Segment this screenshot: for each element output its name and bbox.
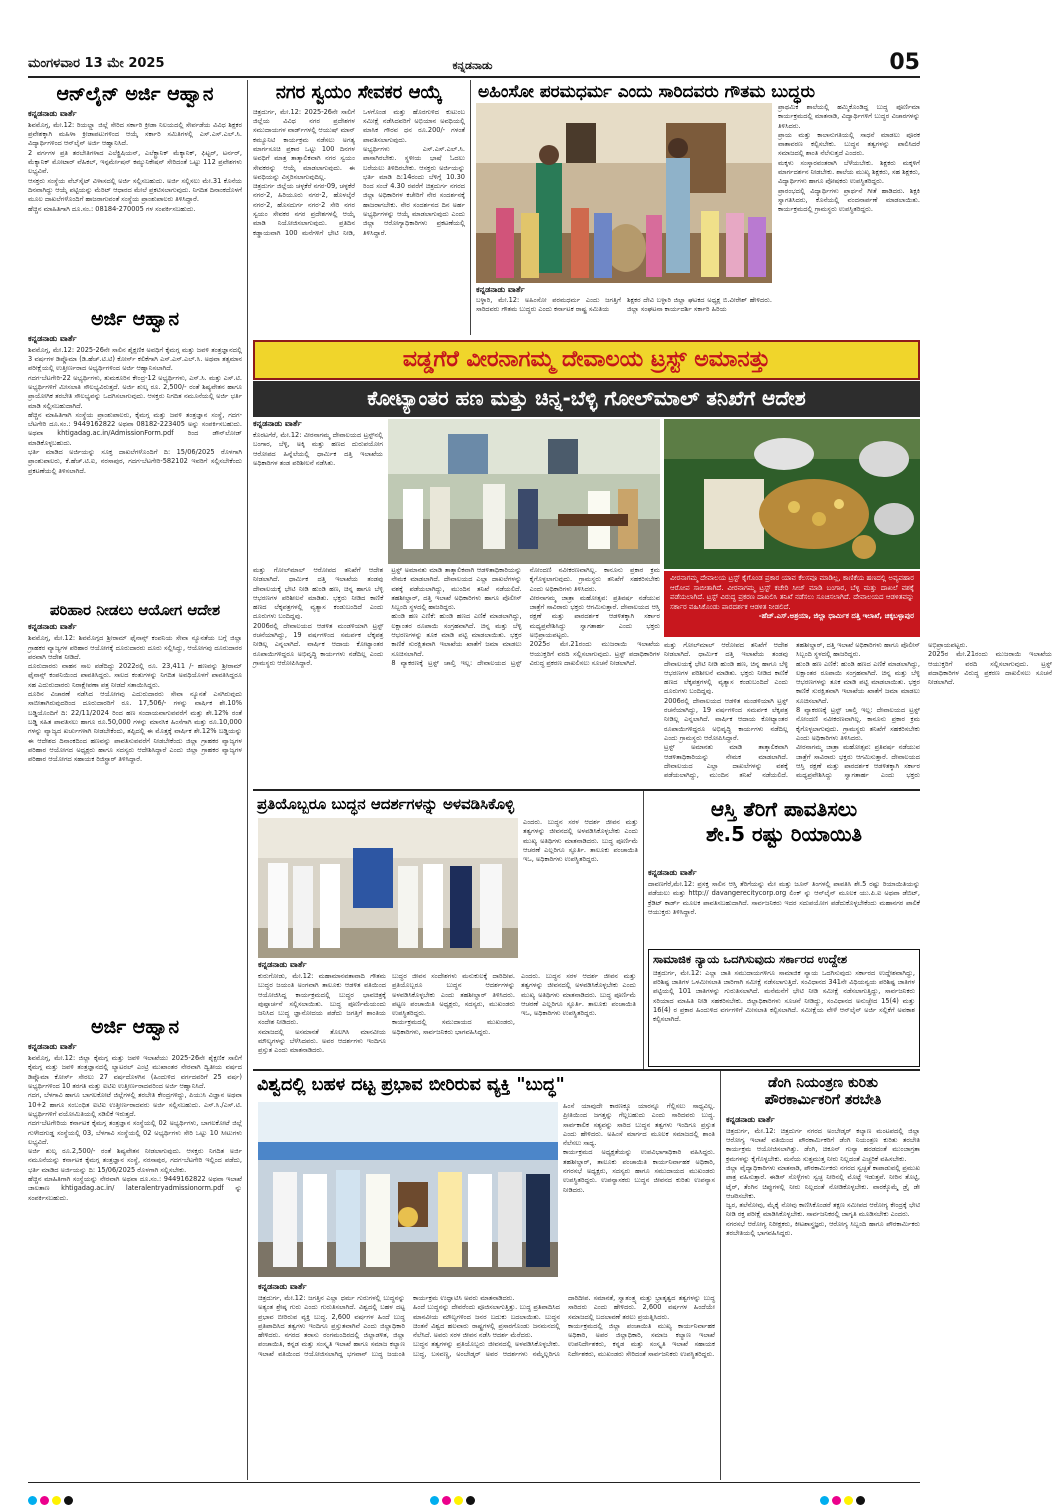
headline-ahimsa: ಅಹಿಂಸೋ ಪರಮಧರ್ಮ ಎಂದು ಸಾರಿದವರು ಗೌತಮ ಬುದ್ಧರು <box>478 82 815 102</box>
magenta-dot <box>832 1496 841 1505</box>
article-body: ದಾವಣಗೆರೆ,ಮೇ.12: ಪ್ರಸಕ್ತ ಸಾಲಿನ ಆಸ್ತಿ ತೆರಿಗೆಯನ್ನು ಮೇ ಮತ್ತು ಜೂನ್ ತಿಂಗಳಲ್ಲಿ ಪಾವತಿಸಿ ಶೇ.5 ರಷ್ಟು ರಿಯಾಯಿತಿಯನ್ನು ಪಡೆಯಲು ಮತ್ತು http:// davangerecitycorp.org ಲಿಂಕ್ ನ್ನು ಆನ್‌ಲೈನ್ ಮೂಲಕ ಯು.ಪಿ.ಐ ಅಥವಾ ಡೆಬಿಟ್, ಕ್ರೆಡಿಟ್ ಕಾರ್ಡ್ ಮೂಲಕ ಪಾವತಿಸಬಹುದಾಗಿದೆ. ಸಾರ್ವಜನಿಕರು ಇದರ ಸದುಪಯೋಗ ಪಡೆದುಕೊಳ್ಳಬೇಕೆಂದು ಮಹಾನಗರ ಪಾಲಿಕೆ ಆಯುಕ್ತರು ತಿಳಿಸಿದ್ದಾರೆ. <box>648 880 923 916</box>
footer-rule <box>28 1482 920 1483</box>
black-dot <box>64 1496 73 1505</box>
article-body: ಹಿಂಸೆ ಯಾವುದೇ ಕಾರಣಕ್ಕೂ ಯಾರನ್ನೂ ಗೆಲ್ಲಿಸಲು ಸಾಧ್ಯವಿಲ್ಲ. ಪ್ರೀತಿಯಿಂದ ಜಗತ್ತನ್ನು ಗೆಲ್ಲಬಹುದು ಎಂದು ಸಾರಿದವರು ಬುದ್ಧ. ಸಾರ್ವಕಾಲಿಕ ಸತ್ಯವನ್ನು ಸಾರಿದ ಬುದ್ಧನ ತತ್ವಗಳು ಇಂದಿಗೂ ಪ್ರಸ್ತುತ ಎಂದು ಹೇಳಿದರು. ಅಹಿಂಸೆ ಮಾರ್ಗದ ಮೂಲಕ ಸಮಾಜದಲ್ಲಿ ಶಾಂತಿ ನೆಲೆಸಲು ಸಾಧ್ಯ. ಕಾರ್ಯಕ್ರಮದ ಅಧ್ಯಕ್ಷತೆಯನ್ನು ಉಪವಿಭಾಗಾಧಿಕಾರಿ ವಹಿಸಿದ್ದರು. ತಹಶೀಲ್ದಾರ್, ತಾಲೂಕು ಪಂಚಾಯಿತಿ ಕಾರ್ಯನಿರ್ವಾಹಕ ಅಧಿಕಾರಿ, ನಗರಸಭೆ ಅಧ್ಯಕ್ಷರು, ಸದಸ್ಯರು ಹಾಗೂ ಸಮುದಾಯದ ಮುಖಂಡರು ಉಪಸ್ಥಿತರಿದ್ದರು. ಉಪನ್ಯಾಸಕರು ಬುದ್ಧನ ಜೀವನದ ಕುರಿತು ಉಪನ್ಯಾಸ ನೀಡಿದರು. <box>563 1102 715 1194</box>
article-body: ಶಿವಮೊಗ್ಗ, ಮೇ.12: ರಿಯಲ್ಲ್ಲಾ ಜಿಲ್ಲೆ ಸೇರಿದ ಸರ್ಕಾರಿ ಕ್ರೀಡಾ ನಿಲಯದಲ್ಲಿ ಸೇರ್ಪಡೆಯ ವಿವಿಧ ಶಿಕ್ಷಕರ ಪ್ರವೇಶಕ್ಕಾಗಿ ಮಹಿಳಾ ಕ್ರೀಡಾಪಟುಗಳಿಂದ ಆಯ್ಕೆ ಸರ್ಕಾರಿ ಸಮಿತಿಗಳಲ್ಲಿ ಎಸ್.ಎಸ್.ಎಲ್.ಸಿ. ವಿದ್ಯಾರ್ಥಿಗಳಿಂದ ಆನ್‌ಲೈನ್ ಅರ್ಜಿ ಆಹ್ವಾನಿಸಿದೆ. 2 ವರ್ಗಗಳ ಪ್ರತಿ ತರಬೇತಿಗಳಾದ ಎಲೆಕ್ಟ್ರಿಷಿಯನ್, ಎಲೆಕ್ಟ್ರಾನಿಕ್ ಮೆಕ್ಯಾನಿಕ್, ಫಿಟ್ಟರ್, ಟರ್ನರ್, ಮೆಕ್ಯಾನಿಕ್ ಮೋಟಾರ್ ವೆಹಿಕಲ್, ಇನ್ಫರ್ಮೇಷನ್ ಕಮ್ಯುನಿಕೇಷನ್ ಸೇರಿದಂತೆ ಒಟ್ಟು 112 ಪ್ರವೇಶಗಳು ಲಭ್ಯವಿವೆ. ಆಸಕ್ತರು ಸಂಸ್ಥೆಯ ವೆಬ್‌ಸೈಟ್ ವಿಳಾಸದಲ್ಲಿ ಅರ್ಜಿ ಸಲ್ಲಿಸಬಹುದು. ಅರ್ಜಿ ಸಲ್ಲಿಸಲು ಮೇ.31 ಕೊನೆಯ ದಿನವಾಗಿದ್ದು ಆಯ್ಕೆ ಪಟ್ಟಿಯನ್ನು ಮೆರಿಟ್ ಆಧಾರದ ಮೇಲೆ ಪ್ರಕಟಿಸಲಾಗುವುದು. ನಿಗದಿತ ದಿನಾಂಕದೊಳಗೆ ಮೂಲ ದಾಖಲೆಗಳೊಂದಿಗೆ ಹಾಜರಾಗುವಂತೆ ಸಂಸ್ಥೆಯ ಪ್ರಾಂಶುಪಾಲರು ತಿಳಿಸಿದ್ದಾರೆ. ಹೆಚ್ಚಿನ ಮಾಹಿತಿಗಾಗಿ ದೂ.ಸಂ.: 08184-270005 ಗಳ ಸಂಪರ್ಕಿಸಬಹುದು. <box>28 120 243 213</box>
article-body: ಶಿವಮೊಗ್ಗ, ಮೇ.12: 2025-26ನೇ ಸಾಲಿನ ಶೈಕ್ಷಣಿಕ ಅವಧಿಗೆ ಕೈಮಗ್ಗ ಮತ್ತು ಜವಳಿ ತಂತ್ರಜ್ಞಾನದಲ್ಲಿ 3 ವರ್ಷಗಳ ಡಿಪ್ಲೊಮಾ (ಡಿ.ಹೆಚ್.ಟಿ.ಟಿ) ಕೋರ್ಸ್ ಕಲಿಕೆಗಾಗಿ ಎಸ್.ಎಸ್.ಎಲ್.ಸಿ. ಅಥವಾ ತತ್ಸಮಾನ ಪರೀಕ್ಷೆಯಲ್ಲಿ ಉತ್ತೀರ್ಣರಾದ ಅಭ್ಯರ್ಥಿಗಳಿಂದ ಅರ್ಜಿ ಆಹ್ವಾನಿಸಲಾಗಿದೆ. ಗದಗ-ಬೆಟಗೇರಿ-22 ಅಭ್ಯರ್ಥಿಗಳು, ತುಮಕೂರಿನ ಕೇಂದ್ರ-12 ಅಭ್ಯರ್ಥಿಗಳು, ಎಸ್.ಸಿ. ಮತ್ತು ಎಸ್.ಟಿ. ಅಭ್ಯರ್ಥಿಗಳಿಗೆ ಮೀಸಲಾತಿ ಸೌಲಭ್ಯವಿರುತ್ತದೆ. ಅರ್ಜಿ ಶುಲ್ಕ ರೂ. 2,500/- ರಂತೆ ಶಿಷ್ಯವೇತನ ಹಾಗೂ ಪ್ರಾಯೋಗಿಕ ತರಬೇತಿ ಸೌಲಭ್ಯವನ್ನು ಒದಗಿಸಲಾಗುವುದು. ಆಸಕ್ತರು ನಿಗದಿತ ನಮೂನೆಯಲ್ಲಿ ಅರ್ಜಿ ಭರ್ತಿ ಮಾಡಿ ಸಲ್ಲಿಸಬಹುದಾಗಿದೆ. ಹೆಚ್ಚಿನ ಮಾಹಿತಿಗಾಗಿ ಸಂಸ್ಥೆಯ ಪ್ರಾಂಶುಪಾಲರು, ಕೈಮಗ್ಗ ಮತ್ತು ಜವಳಿ ತಂತ್ರಜ್ಞಾನ ಸಂಸ್ಥೆ, ಗದಗ-ಬೆಟಗೇರಿ ದೂ.ಸಂ.: 9449162822 ಅಥವಾ 08182-223405 ಅನ್ನು ಸಂಪರ್ಕಿಸಬಹುದು. ಅಥವಾ khtigadag.ac.in/AdmissionForm.pdf ರಿಂದ ಡೌನ್‌ಲೋಡ್ ಮಾಡಿಕೊಳ್ಳಬಹುದು. ಭರ್ತಿ ಮಾಡಿದ ಅರ್ಜಿಯನ್ನು ಸೂಕ್ತ ದಾಖಲೆಗಳೊಂದಿಗೆ ದಿ: 15/06/2025 ರೊಳಗಾಗಿ ಪ್ರಾಂಶುಪಾಲರು, ಕೆ.ಹೆಚ್.ಟಿ.ಐ, ನರಸಾಪುರ, ಗದಗ-ಬೆಟಗೇರಿ-582102 ಇವರಿಗೆ ಸಲ್ಲಿಸಬೇಕೆಂದು ಪ್ರಕಟಣೆಯಲ್ಲಿ ತಿಳಿಸಲಾಗಿದೆ. <box>28 345 242 475</box>
byline: ಕನ್ನಡನಾಡು ವಾರ್ತೆ <box>28 108 77 118</box>
banner-headline-1 <box>253 340 920 380</box>
buddha-influence-lower <box>258 1282 715 1480</box>
school-children-photo <box>476 103 772 283</box>
headline-dengue-1: ಡೆಂಗಿ ನಿಯಂತ್ರಣ ಕುರಿತು <box>767 1075 879 1091</box>
article-body: ಶಿವಮೊಗ್ಗ, ಮೇ.12: ಶಿವಮೊಗ್ಗದ ಶ್ರೀರಾಮ್ ಫೈನಾನ್ಸ್ ಕಂಪನಿಯ ಸೇವಾ ನ್ಯೂನತೆಯ ಬಗ್ಗೆ ಜಿಲ್ಲಾ ಗ್ರಾಹಕರ ವ್ಯಾಜ್ಯಗಳ ಪರಿಹಾರ ಆಯೋಗಕ್ಕೆ ದೂರುದಾರರು ದೂರು ಸಲ್ಲಿಸಿದ್ದು, ಆಯೋಗವು ದೂರುದಾರರ ಪರವಾಗಿ ಆದೇಶ ನೀಡಿದೆ. ದೂರುದಾರರು ವಾಹನ ಸಾಲ ಪಡೆದಿದ್ದು 2022ರಲ್ಲಿ ರೂ. 23,411 /- ಹಣವನ್ನು ಶ್ರೀರಾಮ್ ಫೈನಾನ್ಸ್ ಕಂಪನಿಯಿಂದ ಪಾವತಿಸಿದ್ದರು. ಸಾಲದ ಕಂತುಗಳನ್ನು ನಿಗದಿತ ಅವಧಿಯೊಳಗೆ ಪಾವತಿಸಿದ್ದರೂ ಸಹ ಎದುರುದಾರರು ನಿರಾಕ್ಷೇಪಣಾ ಪತ್ರ ನೀಡದೆ ಸತಾಯಿಸಿದ್ದರು. ದೂರಿನ ವಿಚಾರಣೆ ನಡೆಸಿದ ಆಯೋಗವು ಎದುರುದಾರರು ಸೇವಾ ನ್ಯೂನತೆ ಎಸಗಿರುವುದು ಸಾಬೀತಾಗಿರುವುದರಿಂದ ದೂರುದಾರರಿಗೆ ರೂ. 17,506/- ಗಳನ್ನು ವಾರ್ಷಿಕ ಶೇ.10% ಬಡ್ಡಿಯೊಂದಿಗೆ ದಿ: 22/11/2024 ರಿಂದ ಹಣ ಸಂದಾಯವಾಗುವವರೆಗೆ ಮತ್ತು ಶೇ.12% ರಂತೆ ಬಡ್ಡಿ ಸಹಿತ ಪಾವತಿಸಲು ಹಾಗೂ ರೂ.50,000 ಗಳನ್ನು ಮಾನಸಿಕ ಹಿಂಸೆಗಾಗಿ ಮತ್ತು ರೂ.10,000 ಗಳನ್ನು ವ್ಯಾಜ್ಯದ ಖರ್ಚುಗಳಾಗಿ ನೀಡಬೇಕೆಂದು, ತಪ್ಪಿದಲ್ಲಿ ಈ ಮೊತ್ತಕ್ಕೆ ವಾರ್ಷಿಕ ಶೇ.12% ಬಡ್ಡಿಯನ್ನು ಈ ಆದೇಶದ ದಿನಾಂಕದಿಂದ ಹಣವನ್ನು ಪಾವತಿಸುವವರೆಗೆ ನೀಡಬೇಕೆಂದು ಜಿಲ್ಲಾ ಗ್ರಾಹಕರ ವ್ಯಾಜ್ಯಗಳ ಪರಿಹಾರ ಆಯೋಗದ ಅಧ್ಯಕ್ಷರು ಹಾಗೂ ಸದಸ್ಯರು ಆದೇಶಿಸಿದ್ದಾರೆ ಎಂದು ಜಿಲ್ಲಾ ಗ್ರಾಹಕರ ವ್ಯಾಜ್ಯಗಳ ಪರಿಹಾರ ಆಯೋಗದ ಸಹಾಯಕ ರಿಜಿಸ್ಟ್ರಾರ್ ತಿಳಿಸಿದ್ದಾರೆ. <box>28 634 242 764</box>
article-body: ಎಂದರು. ಬುದ್ಧನ ಸರಳ ಆದರ್ಶ ಜೀವನ ಮತ್ತು ತತ್ವಗಳನ್ನು ಜೀವನದಲ್ಲಿ ಅಳವಡಿಸಿಕೊಳ್ಳಬೇಕು ಎಂದು ಮುಖ್ಯ ಅತಿಥಿಗಳು ಮಾತನಾಡಿದರು. ಬುದ್ಧ ಪೂರ್ಣಿಮೆ ಆಚರಣೆ ಎಲ್ಲರಿಗೂ ಸ್ಫೂರ್ತಿ. ತಾಲೂಕು ಪಂಚಾಯಿತಿ ಇಒ, ಅಧಿಕಾರಿಗಳು ಉಪಸ್ಥಿತರಿದ್ದರು. <box>521 972 639 1018</box>
headline-online-application: ಆನ್‌ಲೈನ್ ಅರ್ಜಿ ಆಹ್ವಾನ <box>56 83 214 105</box>
article-city-volunteers <box>253 80 465 338</box>
article-body: ಬುದ್ಧರ ಜೀವನ ಸಂದೇಶಗಳು ಮನುಕುಲಕ್ಕೆ ದಾರಿದೀಪ. ಪ್ರತಿಯೊಬ್ಬರೂ ಬುದ್ಧನ ಆದರ್ಶಗಳನ್ನು ಅಳವಡಿಸಿಕೊಳ್ಳಬೇಕು ಎಂದು ತಹಶೀಲ್ದಾರ್ ತಿಳಿಸಿದರು. ಪಟ್ಟಣ ಪಂಚಾಯಿತಿ ಅಧ್ಯಕ್ಷರು, ಸದಸ್ಯರು, ಮುಖಂಡರು ಉಪಸ್ಥಿತರಿದ್ದರು. ಕಾರ್ಯಕ್ರಮದಲ್ಲಿ ಸಮುದಾಯದ ಮುಖಂಡರು, ಅಧಿಕಾರಿಗಳು, ಸಾರ್ವಜನಿಕರು ಭಾಗವಹಿಸಿದ್ದರು. <box>392 972 515 1036</box>
buddha-jayanti-photo <box>258 818 518 958</box>
article-body: ಚಿತ್ರದುರ್ಗ, ಮೇ.12: ಎಲ್ಲಾ ಜಾತಿ ಸಮುದಾಯಗಳಿಗೂ ಸಾಮಾಜಿಕ ನ್ಯಾಯ ಒದಗಿಸುವುದು ಸರ್ಕಾರದ ಉದ್ದೇಶವಾಗಿದ್ದು, ಪರಿಶಿಷ್ಟ ಜಾತಿಗಳ ಒಳಮೀಸಲಾತಿ ಜಾರಿಗಾಗಿ ಸಮೀಕ್ಷೆ ನಡೆಸಲಾಗುತ್ತಿದೆ. ಸಂವಿಧಾನದ 341ನೇ ವಿಧಿಯನ್ವಯ ಪರಿಶಿಷ್ಟ ಜಾತಿಗಳ ಪಟ್ಟಿಯಲ್ಲಿ 101 ಜಾತಿಗಳನ್ನು ಗುರುತಿಸಲಾಗಿದೆ. ಮನೆಮನೆಗೆ ಭೇಟಿ ನೀಡಿ ಸಮೀಕ್ಷೆ ನಡೆಸಲಾಗುತ್ತಿದ್ದು, ಸಾರ್ವಜನಿಕರು ಸರಿಯಾದ ಮಾಹಿತಿ ನೀಡಿ ಸಹಕರಿಸಬೇಕು. ಜಿಲ್ಲಾಧಿಕಾರಿಗಳು ಸೂಚನೆ ನೀಡಿದ್ದು, ಸಂವಿಧಾನದ ಅನುಚ್ಛೇದ 15(4) ಮತ್ತು 16(4) ರ ಪ್ರಕಾರ ಹಿಂದುಳಿದ ವರ್ಗಗಳಿಗೆ ಮೀಸಲಾತಿ ಕಲ್ಪಿಸಲಾಗಿದೆ. ಸಮೀಕ್ಷೆಯ ವೇಳೆ ಆನ್‌ಲೈನ್ ಅರ್ಜಿ ಸಲ್ಲಿಕೆಗೆ ಅವಕಾಶ ಕಲ್ಪಿಸಲಾಗಿದೆ. <box>653 968 918 1024</box>
vaddagere-intro <box>253 419 386 561</box>
article-body: ಚಿತ್ರದುರ್ಗ, ಮೇ.12: 2025-26ನೇ ಸಾಲಿಗೆ ಜಿಲ್ಲೆಯ ವಿವಿಧ ನಗರ ಪ್ರದೇಶಗಳ ಸಮುದಾಯಗಳ ವಾರ್ಡ್‌ಗಳಲ್ಲಿ ಆಯುಷ್ ಮಾನ್ ಕಮ್ಯೂನಿಟಿ ಕಾರ್ಯಕ್ರಮ ನಡೆಸಲು ಅಗತ್ಯ ಮಾರ್ಗಸೂಚಿ ಪ್ರಕಾರ ಒಟ್ಟು 100 ದಿನಗಳ ಅವಧಿಗೆ ಮಾತ್ರ ತಾತ್ಕಾಲಿಕವಾಗಿ ನಗರ ಸ್ವಯಂ ಸೇವಕರನ್ನು ಆಯ್ಕೆ ಮಾಡಲಾಗುವುದು. ಈ ಅವಧಿಯನ್ನು ವಿಸ್ತರಿಸಲಾಗುವುದಿಲ್ಲ. ಚಿತ್ರದುರ್ಗ ಜಿಲ್ಲೆಯ ಚಳ್ಳಕೆರೆ ನಗರ-09, ಚಳ್ಳಕೆರೆ ನಗರ-2, ಹಿರಿಯೂರು ನಗರ-2, ಹೊಳಲ್ಕೆರೆ ನಗರ-2, ಹೊಸದುರ್ಗ ನಗರ-2 ಸೇರಿ ನಗರ ಸ್ವಯಂ ಸೇವಕರ ನಗರ ಪ್ರದೇಶಗಳಲ್ಲಿ ಆಯ್ಕೆ ಮಾಡಿ ನಿಯೋಜಿಸಲಾಗುವುದು. ಪ್ರತಿದಿನ ಕಡ್ಡಾಯವಾಗಿ 100 ಮನೆಗಳಿಗೆ ಭೇಟಿ ನೀಡಿ, ಒಳಗೊಂಡ ಮತ್ತು ಹೊರಗುಳಿದ ಕುಟುಂಬ ಸಮೀಕ್ಷೆ ನಡೆಸಿದವರಿಗೆ ಅಭಿಯಾನ ಅವಧಿಯಲ್ಲಿ ಮಾಸಿಕ ಗೌರವ ಧನ ರೂ.200/- ಗಳಂತೆ ಪಾವತಿಸಲಾಗುವುದು. ಅಭ್ಯರ್ಥಿಗಳು ಎಸ್.ಎಸ್.ಎಲ್.ಸಿ. ಪಾಸಾಗಿರಬೇಕು. ಸ್ಥಳೀಯ ಭಾಷೆ ಓದಲು ಬರೆಯಲು ತಿಳಿದಿರಬೇಕು. ಆಸಕ್ತರು ಅರ್ಜಿಯನ್ನು ಭರ್ತಿ ಮಾಡಿ ದಿ:14ರಂದು ಬೆಳಿಗ್ಗೆ 10.30 ರಿಂದ ಸಂಜೆ 4.30 ರವರೆಗೆ ಚಿತ್ರದುರ್ಗ ನಗರದ ಜಿಲ್ಲಾ ಅಧಿಕಾರಿಗಳ ಕಚೇರಿಗೆ ನೇರ ಸಂದರ್ಶನಕ್ಕೆ ಹಾಜರಾಗಬೇಕು. ನೇರ ಸಂದರ್ಶನದ ದಿನ ಅರ್ಹ ಅಭ್ಯರ್ಥಿಗಳನ್ನು ಆಯ್ಕೆ ಮಾಡಲಾಗುವುದು ಎಂದು ಜಿಲ್ಲಾ ಆರೋಗ್ಯಾಧಿಕಾರಿಗಳು ಪ್ರಕಟಣೆಯಲ್ಲಿ ತಿಳಿಸಿದ್ದಾರೆ. <box>253 107 465 237</box>
article-body: ಕೊರಟಗೆರೆ, ಮೇ.12: ವೀರನಾಗಮ್ಮ ದೇವಾಲಯದ ಟ್ರಸ್ಟ್‌ನಲ್ಲಿ ಬಂಗಾರ, ಬೆಳ್ಳಿ, ಅಕ್ಕಿ ಮತ್ತು ಹಣದ ದುರುಪಯೋಗ ಆರೋಪದ ಹಿನ್ನೆಲೆಯಲ್ಲಿ ಧಾರ್ಮಿಕ ದತ್ತಿ ಇಲಾಖೆಯ ಅಧಿಕಾರಿಗಳ ತಂಡ ಪರಿಶೀಲನೆ ನಡೆಸಿತು. <box>253 431 386 467</box>
quote-signature: -ಹೆಚ್.ಎಸ್.ಅಶ್ರಯಾ, ಜಿಲ್ಲಾ ಧಾರ್ಮಿಕ ದತ್ತಿ ಇಲಾಖೆ, ಚಿಕ್ಕಬಳ್ಳಾಪುರ <box>758 612 914 620</box>
headline-property-tax-2: ಶೇ.5 ರಷ್ಟು ರಿಯಾಯಿತಿ <box>705 822 863 846</box>
column-divider <box>470 80 471 335</box>
headline-buddha-influence: ವಿಶ್ವದಲ್ಲಿ ಬಹಳ ದಟ್ಟ ಪ್ರಭಾವ ಬೀರಿರುವ ವ್ಯಕ್ತಿ "ಬುದ್ಧ" <box>257 1075 565 1095</box>
magenta-dot <box>40 1496 49 1505</box>
banner-headline-2 <box>253 381 920 417</box>
byline: ಕನ್ನಡನಾಡು ವಾರ್ತೆ <box>28 622 77 632</box>
banner-headline-2-text: ಕೋಟ್ಯಾಂತರ ಹಣ ಮತ್ತು ಚಿನ್ನ-ಬೆಳ್ಳಿ ಗೋಲ್‌ಮಾಲ್ ತನಿಖೆಗೆ ಆದೇಶ <box>367 386 806 410</box>
cyan-dot <box>430 1496 439 1505</box>
masthead <box>400 59 545 73</box>
article-body: ಚಿತ್ರದುರ್ಗ, ಮೇ.12: ಚಿತ್ರದುರ್ಗ ನಗರದ ಅಂಬೇಡ್ಕರ್ ಕಲ್ಯಾಣ ಮಂಟಪದಲ್ಲಿ ಜಿಲ್ಲಾ ಆರೋಗ್ಯ ಇಲಾಖೆ ವತಿಯಿಂದ ಪೌರಕಾರ್ಮಿಕರಿಗೆ ಡೆಂಗಿ ನಿಯಂತ್ರಣ ಕುರಿತು ತರಬೇತಿ ಕಾರ್ಯಕ್ರಮ ಆಯೋಜಿಸಲಾಗಿತ್ತು. ಡೆಂಗಿ, ಚಿಕೂನ್ ಗುನ್ಯಾ ಹರಡದಂತೆ ಮುಂಜಾಗ್ರತಾ ಕ್ರಮಗಳನ್ನು ಕೈಗೊಳ್ಳಬೇಕು. ಮನೆಯ ಸುತ್ತಮುತ್ತ ನೀರು ನಿಲ್ಲದಂತೆ ಎಚ್ಚರಿಕೆ ವಹಿಸಬೇಕು. ಜಿಲ್ಲಾ ವೈದ್ಯಾಧಿಕಾರಿಗಳು ಮಾತನಾಡಿ, ಪೌರಕಾರ್ಮಿಕರು ನಗರದ ಸ್ವಚ್ಛತೆ ಕಾಪಾಡುವಲ್ಲಿ ಪ್ರಮುಖ ಪಾತ್ರ ವಹಿಸುತ್ತಾರೆ. ಈಡಿಸ್ ಸೊಳ್ಳೆಗಳು ಸ್ವಚ್ಛ ನೀರಿನಲ್ಲಿ ಮೊಟ್ಟೆ ಇಡುತ್ತವೆ. ನೀರಿನ ತೊಟ್ಟಿ, ಟೈರ್, ತೆಂಗಿನ ಚಿಪ್ಪುಗಳಲ್ಲಿ ನೀರು ನಿಲ್ಲದಂತೆ ನೋಡಿಕೊಳ್ಳಬೇಕು. ವಾರಕ್ಕೊಮ್ಮೆ ಡ್ರೈ ಡೇ ಆಚರಿಸಬೇಕು. ಜ್ವರ, ತಲೆನೋವು, ಮೈಕೈ ನೋವು ಕಾಣಿಸಿಕೊಂಡರೆ ತಕ್ಷಣ ಸಮೀಪದ ಆರೋಗ್ಯ ಕೇಂದ್ರಕ್ಕೆ ಭೇಟಿ ನೀಡಿ ರಕ್ತ ಪರೀಕ್ಷೆ ಮಾಡಿಸಿಕೊಳ್ಳಬೇಕು. ಸಾರ್ವಜನಿಕರಲ್ಲಿ ಜಾಗೃತಿ ಮೂಡಿಸಬೇಕು ಎಂದರು. ನಗರಸಭೆ ಆರೋಗ್ಯ ನಿರೀಕ್ಷಕರು, ಕೀಟಶಾಸ್ತ್ರಜ್ಞರು, ಆರೋಗ್ಯ ಸಿಬ್ಬಂದಿ ಹಾಗೂ ಪೌರಕಾರ್ಮಿಕರು ತರಬೇತಿಯಲ್ಲಿ ಭಾಗವಹಿಸಿದ್ದರು. <box>726 1126 920 1238</box>
article-body: ಎಂದರು. ಬುದ್ಧನ ಸರಳ ಆದರ್ಶ ಜೀವನ ಮತ್ತು ತತ್ವಗಳನ್ನು ಜೀವನದಲ್ಲಿ ಅಳವಡಿಸಿಕೊಳ್ಳಬೇಕು ಎಂದು ಮುಖ್ಯ ಅತಿಥಿಗಳು ಮಾತನಾಡಿದರು. ಬುದ್ಧ ಪೂರ್ಣಿಮೆ ಆಚರಣೆ ಎಲ್ಲರಿಗೂ ಸ್ಫೂರ್ತಿ. ತಾಲೂಕು ಪಂಚಾಯಿತಿ ಇಒ, ಅಧಿಕಾರಿಗಳು ಉಪಸ್ಥಿತರಿದ್ದರು. <box>523 818 641 864</box>
black-dot <box>466 1496 475 1505</box>
magenta-dot <box>442 1496 451 1505</box>
headline-social-justice: ಸಾಮಾಜಿಕ ನ್ಯಾಯ ಒದಗಿಸುವುದು ಸರ್ಕಾರದ ಉದ್ದೇಶ <box>653 952 848 966</box>
yellow-dot <box>454 1496 463 1505</box>
byline: ಕನ್ನಡನಾಡು ವಾರ್ತೆ <box>476 285 525 294</box>
officials-meeting-photo <box>388 419 660 564</box>
headline-property-tax-1: ಆಸ್ತಿ ತೆರಿಗೆ ಪಾವತಿಸಲು <box>710 797 858 821</box>
article-dengue-training <box>726 1072 920 1480</box>
left-column <box>28 80 242 1480</box>
headline-compensation-order: ಪರಿಹಾರ ನೀಡಲು ಆಯೋಗ ಆದೇಶ <box>49 600 221 619</box>
yellow-dot <box>52 1496 61 1505</box>
headline-application-2: ಅರ್ಜಿ ಆಹ್ವಾನ <box>90 307 180 330</box>
banner-headline-1-text: ವಡ್ಡಗೆರೆ ವೀರನಾಗಮ್ಮ ದೇವಾಲಯ ಟ್ರಸ್ಟ್ ಅಮಾನತ್ತು <box>402 347 771 372</box>
buddha-event-stage-photo <box>258 1102 558 1277</box>
page-number: 05 <box>889 50 920 75</box>
section-rule <box>253 789 920 791</box>
headline-buddha-ideals: ಪ್ರತಿಯೊಬ್ಬರೂ ಬುದ್ಧನ ಆದರ್ಶಗಳನ್ನು ಅಳವಡಿಸಿಕೊಳ್ಳಿ <box>257 795 515 813</box>
quote-box <box>664 571 920 637</box>
photo-school-children <box>476 103 772 283</box>
cyan-dot <box>28 1496 37 1505</box>
article-social-justice <box>648 949 920 1067</box>
byline: ಕನ್ನಡನಾಡು ವಾರ್ತೆ <box>28 333 77 343</box>
color-registration-right <box>820 1490 940 1502</box>
masthead-text: ಕನ್ನಡನಾಡು <box>452 59 493 72</box>
header-rule <box>28 76 920 78</box>
article-body: ಬಳ್ಳಾರಿ, ಮೇ.12: ಅಹಿಂಸೋ ಪರಮಧರ್ಮ ಎಂದು ಜಗತ್ತಿಗೆ ಸಾರಿದವರು ಗೌತಮ ಬುದ್ಧರು ಎಂದು ಕರ್ನಾಟಕ ರಾಷ್ಟ್ರ ಸಮಿತಿಯ <box>476 296 624 314</box>
article-body: ಚಿತ್ರದುರ್ಗ, ಮೇ.12: ಜಗತ್ತಿನ ಎಲ್ಲಾ ಧರ್ಮ ಗುರುಗಳಲ್ಲಿ ಬುದ್ಧನನ್ನು ಅತ್ಯಂತ ಶ್ರೇಷ್ಠ ಗುರು ಎಂದು ಗುರುತಿಸಲಾಗಿದೆ. ವಿಶ್ವದಲ್ಲಿ ಬಹಳ ದಟ್ಟ ಪ್ರಭಾವ ಬೀರಿರುವ ವ್ಯಕ್ತಿ ಬುದ್ಧ. 2,600 ವರ್ಷಗಳ ಹಿಂದೆ ಬುದ್ಧ ಪ್ರತಿಪಾದಿಸಿದ ತತ್ವಗಳು ಇಂದಿಗೂ ಪ್ರಸ್ತುತವಾಗಿವೆ ಎಂದು ಜಿಲ್ಲಾಧಿಕಾರಿ ಹೇಳಿದರು. ನಗರದ ತರಾಸು ರಂಗಮಂದಿರದಲ್ಲಿ ಜಿಲ್ಲಾಡಳಿತ, ಜಿಲ್ಲಾ ಪಂಚಾಯಿತಿ, ಕನ್ನಡ ಮತ್ತು ಸಂಸ್ಕೃತಿ ಇಲಾಖೆ ಹಾಗೂ ಸಮಾಜ ಕಲ್ಯಾಣ ಇಲಾಖೆ ವತಿಯಿಂದ ಆಯೋಜಿಸಲಾಗಿದ್ದ ಭಗವಾನ್ ಬುದ್ಧ ಜಯಂತಿ ಕಾರ್ಯಕ್ರಮ ಉದ್ಘಾಟಿಸಿ ಅವರು ಮಾತನಾಡಿದರು. ಹಿಂದೆ ಬುದ್ಧನನ್ನು ದೇವರೆಂದು ಪೂಜಿಸಲಾಗುತ್ತಿತ್ತು. ಬುದ್ಧ ಪ್ರತಿಪಾದಿಸಿದ ಮಾನವೀಯ ಮೌಲ್ಯಗಳಿಂದ ಜನರ ಬದುಕು ಬದಲಾಯಿತು. ಬುದ್ಧನ ಚಿಂತನೆ ವಿಶ್ವದ ಹಲವಾರು ರಾಷ್ಟ್ರಗಳಲ್ಲಿ ಪ್ರಸಾರಗೊಂಡು ಜನಮನದಲ್ಲಿ ನೆಲೆಸಿದೆ. ಅವರು ಸರಳ ಜೀವನ ನಡೆಸಿ ಆದರ್ಶ ಮೆರೆದರು. ಬುದ್ಧನ ತತ್ವಗಳನ್ನು ಪ್ರತಿಯೊಬ್ಬರು ಜೀವನದಲ್ಲಿ ಅಳವಡಿಸಿಕೊಳ್ಳಬೇಕು. ಬುದ್ಧ, ಬಸವಣ್ಣ, ಅಂಬೇಡ್ಕರ್ ಅವರ ಆದರ್ಶಗಳು ನಮ್ಮೆಲ್ಲರಿಗೂ ದಾರಿದೀಪ. ಸಮಾನತೆ, ಸ್ವಾತಂತ್ರ್ಯ ಮತ್ತು ಭ್ರಾತೃತ್ವದ ತತ್ವಗಳನ್ನು ಬುದ್ಧ ಸಾರಿದರು ಎಂದು ಹೇಳಿದರು. 2,600 ವರ್ಷಗಳ ಹಿಂದೆಯೇ ಸಮಾಜದಲ್ಲಿ ಬದಲಾವಣೆ ತರಲು ಪ್ರಯತ್ನಿಸಿದರು. ಕಾರ್ಯಕ್ರಮದಲ್ಲಿ ಜಿಲ್ಲಾ ಪಂಚಾಯಿತಿ ಮುಖ್ಯ ಕಾರ್ಯನಿರ್ವಾಹಕ ಅಧಿಕಾರಿ, ಅಪರ ಜಿಲ್ಲಾಧಿಕಾರಿ, ಸಮಾಜ ಕಲ್ಯಾಣ ಇಲಾಖೆ ಉಪನಿರ್ದೇಶಕರು, ಕನ್ನಡ ಮತ್ತು ಸಂಸ್ಕೃತಿ ಇಲಾಖೆ ಸಹಾಯಕ ನಿರ್ದೇಶಕರು, ಮುಖಂಡರು ಸೇರಿದಂತೆ ಸಾರ್ವಜನಿಕರು ಉಪಸ್ಥಿತರಿದ್ದರು. <box>258 1294 715 1358</box>
column-divider <box>720 1070 721 1480</box>
black-dot <box>856 1496 865 1505</box>
byline: ಕನ್ನಡನಾಡು ವಾರ್ತೆ <box>726 1114 775 1124</box>
quote-text: ವೀರನಾಗಮ್ಮ ದೇವಾಲಯ ಟ್ರಸ್ಟ್ ಕೈಗೊಂಡ ಪ್ರಕಾರ ಯಾವ ಕೆಲಸವೂ ಮಾಡಿಲ್ಲ, ಕಾಣಿಕೆಯ ಹಣದಲ್ಲಿ ಅವ್ಯವಹಾರ ಆರೋಪ ಸಾಬೀತಾಗಿದೆ. ವೀರನಾಗಮ್ಮ ಟ್ರಸ್ಟ್ ಕಚೇರಿ ಸೀಜ್ ಮಾಡಿ ಬಂಗಾರ, ಬೆಳ್ಳಿ ಮತ್ತು ದಾಖಲೆ ವಶಕ್ಕೆ ಪಡೆಯಲಾಗಿದೆ. ಟ್ರಸ್ಟ್ ವಿರುದ್ಧ ಪ್ರಕರಣ ದಾಖಲಿಸಿ ತನಿಖೆ ನಡೆಸಲು ಸೂಚಿಸಲಾಗಿದೆ. ದೇವಾಲಯದ ಆಡಳಿತವನ್ನು ಸರ್ಕಾರ ವಹಿಸಿಕೊಂಡು ಪಾರದರ್ಶಕ ಆಡಳಿತ ನೀಡಲಿದೆ. <box>670 574 914 611</box>
headline-dengue-2: ಪೌರಕಾರ್ಮಿಕರಿಗೆ ತರಬೇತಿ <box>764 1092 882 1109</box>
column-divider <box>247 80 248 1480</box>
article-body: ಕುರುಗೋಡು, ಮೇ.12: ಮಹಾಮಾನವತಾವಾದಿ ಗೌತಮ ಬುದ್ಧರ ಜಯಂತಿ ಅಂಗವಾಗಿ ತಾಲೂಕು ಆಡಳಿತ ವತಿಯಿಂದ ಆಯೋಜಿಸಿದ್ದ ಕಾರ್ಯಕ್ರಮದಲ್ಲಿ ಬುದ್ಧರ ಭಾವಚಿತ್ರಕ್ಕೆ ಪುಷ್ಪಾರ್ಚನೆ ಸಲ್ಲಿಸಲಾಯಿತು. ಬುದ್ಧ ಪೂರ್ಣಿಮೆಯಂದು ಜನಿಸಿದ ಬುದ್ಧ ಜ್ಞಾನೋದಯ ಪಡೆದು ಜಗತ್ತಿಗೆ ಶಾಂತಿಯ ಸಂದೇಶ ನೀಡಿದರು. ಸಮಾಜದಲ್ಲಿ ಅಸಮಾನತೆ ತೊಲಗಿಸಿ ಮಾನವೀಯ ಮೌಲ್ಯಗಳನ್ನು ಬೆಳೆಸಿದವರು. ಅವರ ಆದರ್ಶಗಳು ಇಂದಿಗೂ ಪ್ರಸ್ತುತ ಎಂದು ಮಾತನಾಡಿದರು. <box>258 972 386 1055</box>
byline: ಕನ್ನಡನಾಡು ವಾರ್ತೆ <box>253 419 302 428</box>
article-body: ಶಿವಮೊಗ್ಗ, ಮೇ.12: ಜಿಲ್ಲಾ ಕೈಮಗ್ಗ ಮತ್ತು ಜವಳಿ ಇಲಾಖೆಯು 2025-26ನೇ ಶೈಕ್ಷಣಿಕ ಸಾಲಿಗೆ ಕೈಮಗ್ಗ ಮತ್ತು ಜವಳಿ ತಂತ್ರಜ್ಞಾನದಲ್ಲಿ ಲ್ಯಾಟರಲ್ ಎಂಟ್ರಿ ಮುಖಾಂತರ ನೇರವಾಗಿ ದ್ವಿತೀಯ ವರ್ಷದ ಡಿಪ್ಲೊಮಾ ಕೋರ್ಸ್ ಸೇರಲು 27 ವರ್ಷದೊಳಗಿನ (ಹಿಂದುಳಿದ ವರ್ಗದವರಿಗೆ 25 ವರ್ಷ) ಅಭ್ಯರ್ಥಿಗಳಿಂದ 10 ತರಗತಿ ಮತ್ತು ಐಟಿಐ ಉತ್ತೀರ್ಣರಾದವರಿಂದ ಅರ್ಜಿ ಆಹ್ವಾನಿಸಿದೆ. ಗದಗ, ಬೆಳಗಾವಿ ಹಾಗೂ ಬಾಗಲಕೋಟೆ ಜಿಲ್ಲೆಗಳಲ್ಲಿ ತರಬೇತಿ ಕೇಂದ್ರಗಳಿದ್ದು, ಪಿಯುಸಿ ವಿಜ್ಞಾನ ಅಥವಾ 10+2 ಹಾಗೂ ಸಂಬಂಧಿತ ಐಟಿಐ ಉತ್ತೀರ್ಣರಾದವರು ಅರ್ಜಿ ಸಲ್ಲಿಸಬಹುದು. ಎಸ್.ಸಿ./ಎಸ್.ಟಿ. ಅಭ್ಯರ್ಥಿಗಳಿಗೆ ವಯೋಮಿತಿಯಲ್ಲಿ ಸಡಿಲಿಕೆ ಇರುತ್ತದೆ. ಗದಗ-ಬೆಟಗೇರಿಯ ಕರ್ನಾಟಕ ಕೈಮಗ್ಗ ತಂತ್ರಜ್ಞಾನ ಸಂಸ್ಥೆಯಲ್ಲಿ 02 ಅಭ್ಯರ್ಥಿಗಳು, ಬಾಗಲಕೋಟೆ ಜಿಲ್ಲೆ ಗುಳೇದಗುಡ್ಡ ಸಂಸ್ಥೆಯಲ್ಲಿ 03, ಬೆಳಗಾವಿ ಸಂಸ್ಥೆಯಲ್ಲಿ 02 ಅಭ್ಯರ್ಥಿಗಳು ಸೇರಿ ಒಟ್ಟು 10 ಸೀಟುಗಳು ಲಭ್ಯವಿದೆ. ಅರ್ಜಿ ಶುಲ್ಕ ರೂ.2,500/- ರಂತೆ ಶಿಷ್ಯವೇತನ ನೀಡಲಾಗುವುದು. ಆಸಕ್ತರು ನಿಗದಿತ ಅರ್ಜಿ ನಮೂನೆಯನ್ನು ಕರ್ನಾಟಕ ಕೈಮಗ್ಗ ತಂತ್ರಜ್ಞಾನ ಸಂಸ್ಥೆ, ನರಸಾಪುರ, ಗದಗ-ಬೆಟಗೇರಿ ಇಲ್ಲಿಂದ ಪಡೆದು, ಭರ್ತಿ ಮಾಡಿದ ಅರ್ಜಿಯನ್ನು ದಿ: 15/06/2025 ರೊಳಗಾಗಿ ಸಲ್ಲಿಸಬೇಕು. ಹೆಚ್ಚಿನ ಮಾಹಿತಿಗಾಗಿ ಸಂಸ್ಥೆಯನ್ನು ನೇರವಾಗಿ ಅಥವಾ ದೂ.ಸಂ.: 9449162822 ಅಥವಾ ಇಲಾಖೆ ಜಾಲತಾಣ khtigadag.ac.in/ lateralentryadmissionorm.pdf ನ್ನು ಸಂಪರ್ಕಿಸಬಹುದು. <box>28 1054 242 1202</box>
page-date: ಮಂಗಳವಾರ 13 ಮೇ 2025 <box>28 56 165 71</box>
headline-application-3: ಅರ್ಜಿ ಆಹ್ವಾನ <box>90 1016 180 1039</box>
article-body-main: ಮತ್ತು ಗೋಲ್‌ಮಾಲ್ ಆರೋಪದ ತನಿಖೆಗೆ ಆದೇಶ ನೀಡಲಾಗಿದೆ. ಧಾರ್ಮಿಕ ದತ್ತಿ ಇಲಾಖೆಯ ತಂಡವು ದೇವಾಲಯಕ್ಕೆ ಭೇಟಿ ನೀಡಿ ಹುಂಡಿ ಹಣ, ಚಿನ್ನ ಹಾಗೂ ಬೆಳ್ಳಿ ಆಭರಣಗಳ ಪರಿಶೀಲನೆ ಮಾಡಿತು. ಭಕ್ತರು ನೀಡಿದ ಕಾಣಿಕೆ ಹಣದ ಲೆಕ್ಕಪತ್ರಗಳಲ್ಲಿ ವ್ಯತ್ಯಾಸ ಕಂಡುಬಂದಿದೆ ಎಂದು ದೂರುಗಳು ಬಂದಿದ್ದವು. 2006ರಲ್ಲಿ ದೇವಾಲಯದ ಆಡಳಿತ ಮಂಡಳಿಯಾಗಿ ಟ್ರಸ್ಟ್ ರಚನೆಯಾಗಿದ್ದು, 19 ವರ್ಷಗಳಿಂದ ಸಮರ್ಪಕ ಲೆಕ್ಕಪತ್ರ ನೀಡಿಲ್ಲ ಎನ್ನಲಾಗಿದೆ. ವಾರ್ಷಿಕ ಆದಾಯ ಕೋಟ್ಯಾಂತರ ರೂಪಾಯಿಗಳಿದ್ದರೂ ಅಭಿವೃದ್ಧಿ ಕಾರ್ಯಗಳು ನಡೆದಿಲ್ಲ ಎಂದು ಗ್ರಾಮಸ್ಥರು ಆರೋಪಿಸಿದ್ದಾರೆ. ಟ್ರಸ್ಟ್ ಅಮಾನತು ಮಾಡಿ ತಾತ್ಕಾಲಿಕವಾಗಿ ಆಡಳಿತಾಧಿಕಾರಿಯನ್ನು ನೇಮಕ ಮಾಡಲಾಗಿದೆ. ದೇವಾಲಯದ ಎಲ್ಲಾ ದಾಖಲೆಗಳನ್ನು ವಶಕ್ಕೆ ಪಡೆಯಲಾಗಿದ್ದು, ಮುಂದಿನ ತನಿಖೆ ನಡೆಯಲಿದೆ. ತಹಶೀಲ್ದಾರ್, ದತ್ತಿ ಇಲಾಖೆ ಅಧಿಕಾರಿಗಳು ಹಾಗೂ ಪೊಲೀಸ್ ಸಿಬ್ಬಂದಿ ಸ್ಥಳದಲ್ಲಿ ಹಾಜರಿದ್ದರು. ಹುಂಡಿ ಹಣ ಎಣಿಕೆ: ಹುಂಡಿ ಹಣದ ಎಣಿಕೆ ಮಾಡಲಾಗಿದ್ದು, ಲಕ್ಷಾಂತರ ರೂಪಾಯಿ ಸಂಗ್ರಹವಾಗಿದೆ. ಚಿನ್ನ ಮತ್ತು ಬೆಳ್ಳಿ ಆಭರಣಗಳನ್ನು ತೂಕ ಮಾಡಿ ಪಟ್ಟಿ ಮಾಡಲಾಯಿತು. ಭಕ್ತರ ಕಾಣಿಕೆ ಸುರಕ್ಷಿತವಾಗಿ ಇಲಾಖೆಯ ಖಾತೆಗೆ ಜಮಾ ಮಾಡಲು ಸೂಚಿಸಲಾಗಿದೆ. 8 ವ್ಯಾಕರಣಕ್ಕೆ ಟ್ರಸ್ಟ್ ಚಾಲ್ತಿ ಇಲ್ಲ: ದೇವಾಲಯದ ಟ್ರಸ್ಟ್ ನೋಂದಣಿ ನವೀಕರಣವಾಗಿಲ್ಲ. ಕಾನೂನು ಪ್ರಕಾರ ಕ್ರಮ ಕೈಗೊಳ್ಳಲಾಗುವುದು. ಗ್ರಾಮಸ್ಥರು ತನಿಖೆಗೆ ಸಹಕರಿಸಬೇಕು ಎಂದು ಅಧಿಕಾರಿಗಳು ತಿಳಿಸಿದರು. ವೀರನಾಗಮ್ಮ ಜಾತ್ರಾ ಮಹೋತ್ಸವ: ಪ್ರತಿವರ್ಷ ನಡೆಯುವ ಜಾತ್ರೆಗೆ ಸಾವಿರಾರು ಭಕ್ತರು ಆಗಮಿಸುತ್ತಾರೆ. ದೇವಾಲಯದ ಆಸ್ತಿ ರಕ್ಷಣೆ ಮತ್ತು ಪಾರದರ್ಶಕ ಆಡಳಿತಕ್ಕಾಗಿ ಸರ್ಕಾರ ಮಧ್ಯಪ್ರವೇಶಿಸಿದ್ದು ಸ್ವಾಗತಾರ್ಹ ಎಂದು ಭಕ್ತರು ಅಭಿಪ್ರಾಯಪಟ್ಟರು. 2025ರ ಮೇ.21ರಂದು ಮುಜರಾಯಿ ಇಲಾಖೆಯ ಆಯುಕ್ತರಿಗೆ ವರದಿ ಸಲ್ಲಿಸಲಾಗುವುದು. ಟ್ರಸ್ಟ್ ಪದಾಧಿಕಾರಿಗಳ ವಿರುದ್ಧ ಪ್ರಕರಣ ದಾಖಲಿಸಲು ಸೂಚನೆ ನೀಡಲಾಗಿದೆ. <box>253 566 660 667</box>
color-registration-center <box>430 1490 550 1502</box>
gold-silver-items-photo <box>664 419 920 569</box>
column-divider <box>643 790 644 1070</box>
photo-gold-silver-items <box>664 419 920 569</box>
byline: ಕನ್ನಡನಾಡು ವಾರ್ತೆ <box>648 868 697 877</box>
byline: ಕನ್ನಡನಾಡು ವಾರ್ತೆ <box>28 1042 77 1052</box>
byline: ಕನ್ನಡನಾಡು ವಾರ್ತೆ <box>258 1282 307 1291</box>
ahimsa-body-under-photo <box>476 285 775 337</box>
photo-buddha-jayanti <box>258 818 518 958</box>
photo-officials-meeting <box>388 419 660 564</box>
buddha-ideals-lower <box>258 960 638 1068</box>
color-registration-left <box>28 1490 148 1502</box>
article-body-continued: ಮತ್ತು ಗೋಲ್‌ಮಾಲ್ ಆರೋಪದ ತನಿಖೆಗೆ ಆದೇಶ ನೀಡಲಾಗಿದೆ. ಧಾರ್ಮಿಕ ದತ್ತಿ ಇಲಾಖೆಯ ತಂಡವು ದೇವಾಲಯಕ್ಕೆ ಭೇಟಿ ನೀಡಿ ಹುಂಡಿ ಹಣ, ಚಿನ್ನ ಹಾಗೂ ಬೆಳ್ಳಿ ಆಭರಣಗಳ ಪರಿಶೀಲನೆ ಮಾಡಿತು. ಭಕ್ತರು ನೀಡಿದ ಕಾಣಿಕೆ ಹಣದ ಲೆಕ್ಕಪತ್ರಗಳಲ್ಲಿ ವ್ಯತ್ಯಾಸ ಕಂಡುಬಂದಿದೆ ಎಂದು ದೂರುಗಳು ಬಂದಿದ್ದವು. 2006ರಲ್ಲಿ ದೇವಾಲಯದ ಆಡಳಿತ ಮಂಡಳಿಯಾಗಿ ಟ್ರಸ್ಟ್ ರಚನೆಯಾಗಿದ್ದು, 19 ವರ್ಷಗಳಿಂದ ಸಮರ್ಪಕ ಲೆಕ್ಕಪತ್ರ ನೀಡಿಲ್ಲ ಎನ್ನಲಾಗಿದೆ. ವಾರ್ಷಿಕ ಆದಾಯ ಕೋಟ್ಯಾಂತರ ರೂಪಾಯಿಗಳಿದ್ದರೂ ಅಭಿವೃದ್ಧಿ ಕಾರ್ಯಗಳು ನಡೆದಿಲ್ಲ ಎಂದು ಗ್ರಾಮಸ್ಥರು ಆರೋಪಿಸಿದ್ದಾರೆ. ಟ್ರಸ್ಟ್ ಅಮಾನತು ಮಾಡಿ ತಾತ್ಕಾಲಿಕವಾಗಿ ಆಡಳಿತಾಧಿಕಾರಿಯನ್ನು ನೇಮಕ ಮಾಡಲಾಗಿದೆ. ದೇವಾಲಯದ ಎಲ್ಲಾ ದಾಖಲೆಗಳನ್ನು ವಶಕ್ಕೆ ಪಡೆಯಲಾಗಿದ್ದು, ಮುಂದಿನ ತನಿಖೆ ನಡೆಯಲಿದೆ. ತಹಶೀಲ್ದಾರ್, ದತ್ತಿ ಇಲಾಖೆ ಅಧಿಕಾರಿಗಳು ಹಾಗೂ ಪೊಲೀಸ್ ಸಿಬ್ಬಂದಿ ಸ್ಥಳದಲ್ಲಿ ಹಾಜರಿದ್ದರು. ಹುಂಡಿ ಹಣ ಎಣಿಕೆ: ಹುಂಡಿ ಹಣದ ಎಣಿಕೆ ಮಾಡಲಾಗಿದ್ದು, ಲಕ್ಷಾಂತರ ರೂಪಾಯಿ ಸಂಗ್ರಹವಾಗಿದೆ. ಚಿನ್ನ ಮತ್ತು ಬೆಳ್ಳಿ ಆಭರಣಗಳನ್ನು ತೂಕ ಮಾಡಿ ಪಟ್ಟಿ ಮಾಡಲಾಯಿತು. ಭಕ್ತರ ಕಾಣಿಕೆ ಸುರಕ್ಷಿತವಾಗಿ ಇಲಾಖೆಯ ಖಾತೆಗೆ ಜಮಾ ಮಾಡಲು ಸೂಚಿಸಲಾಗಿದೆ. 8 ವ್ಯಾಕರಣಕ್ಕೆ ಟ್ರಸ್ಟ್ ಚಾಲ್ತಿ ಇಲ್ಲ: ದೇವಾಲಯದ ಟ್ರಸ್ಟ್ ನೋಂದಣಿ ನವೀಕರಣವಾಗಿಲ್ಲ. ಕಾನೂನು ಪ್ರಕಾರ ಕ್ರಮ ಕೈಗೊಳ್ಳಲಾಗುವುದು. ಗ್ರಾಮಸ್ಥರು ತನಿಖೆಗೆ ಸಹಕರಿಸಬೇಕು ಎಂದು ಅಧಿಕಾರಿಗಳು ತಿಳಿಸಿದರು. ವೀರನಾಗಮ್ಮ ಜಾತ್ರಾ ಮಹೋತ್ಸವ: ಪ್ರತಿವರ್ಷ ನಡೆಯುವ ಜಾತ್ರೆಗೆ ಸಾವಿರಾರು ಭಕ್ತರು ಆಗಮಿಸುತ್ತಾರೆ. ದೇವಾಲಯದ ಆಸ್ತಿ ರಕ್ಷಣೆ ಮತ್ತು ಪಾರದರ್ಶಕ ಆಡಳಿತಕ್ಕಾಗಿ ಸರ್ಕಾರ ಮಧ್ಯಪ್ರವೇಶಿಸಿದ್ದು ಸ್ವಾಗತಾರ್ಹ ಎಂದು ಭಕ್ತರು ಅಭಿಪ್ರಾಯಪಟ್ಟರು. 2025ರ ಮೇ.21ರಂದು ಮುಜರಾಯಿ ಇಲಾಖೆಯ ಆಯುಕ್ತರಿಗೆ ವರದಿ ಸಲ್ಲಿಸಲಾಗುವುದು. ಟ್ರಸ್ಟ್ ಪದಾಧಿಕಾರಿಗಳ ವಿರುದ್ಧ ಪ್ರಕರಣ ದಾಖಲಿಸಲು ಸೂಚನೆ ನೀಡಲಾಗಿದೆ. <box>664 641 1052 780</box>
byline: ಕನ್ನಡನಾಡು ವಾರ್ತೆ <box>258 960 307 969</box>
cyan-dot <box>820 1496 829 1505</box>
article-body: ಶಿಕ್ಷಕರ ದೇವಿ ಬಳ್ಳಾರಿ ಜಿಲ್ಲಾ ಘಟಕದ ಅಧ್ಯಕ್ಷ ಬಿ.ವೀರೇಶ್ ಹೇಳಿದರು. ಜಿಲ್ಲಾ ಸಂಘಟನಾ ಕಾರ್ಯದರ್ಶಿ ಸರ್ಕಾರಿ ಹಿರಿಯ <box>627 296 775 314</box>
yellow-dot <box>844 1496 853 1505</box>
headline-city-volunteers: ನಗರ ಸ್ವಯಂ ಸೇವಕರ ಆಯ್ಕೆ <box>275 82 443 103</box>
section-rule <box>253 1069 920 1071</box>
article-body: ಪ್ರಾಥಮಿಕ ಶಾಲೆಯಲ್ಲಿ ಹಮ್ಮಿಕೊಂಡಿದ್ದ ಬುದ್ಧ ಪೂರ್ಣಿಮಾ ಕಾರ್ಯಕ್ರಮದಲ್ಲಿ ಮಾತನಾಡಿ, ವಿದ್ಯಾರ್ಥಿಗಳಿಗೆ ಬುದ್ಧರ ವಿಚಾರಗಳನ್ನು ತಿಳಿಸಿದರು. ಪ್ರಾಯ ಮತ್ತು ಕಾಲಾನುಗತಿಯಲ್ಲಿ ಸಾಧನೆ ಮಾಡಲು ಪೂರಕ ವಾತಾವರಣ ಕಲ್ಪಿಸಬೇಕು. ಬುದ್ಧನ ತತ್ವಗಳನ್ನು ಪಾಲಿಸಿದರೆ ಸಮಾಜದಲ್ಲಿ ಶಾಂತಿ ನೆಲೆಸುತ್ತದೆ ಎಂದರು. ಮಕ್ಕಳು ಸಂಸ್ಕಾರವಂತರಾಗಿ ಬೆಳೆಯಬೇಕು. ಶಿಕ್ಷಕರು ಮಕ್ಕಳಿಗೆ ಮಾರ್ಗದರ್ಶನ ನೀಡಬೇಕು. ಶಾಲೆಯ ಮುಖ್ಯ ಶಿಕ್ಷಕರು, ಸಹ ಶಿಕ್ಷಕರು, ವಿದ್ಯಾರ್ಥಿಗಳು ಹಾಗೂ ಪೋಷಕರು ಉಪಸ್ಥಿತರಿದ್ದರು. ಪ್ರಾರಂಭದಲ್ಲಿ ವಿದ್ಯಾರ್ಥಿಗಳು ಪ್ರಾರ್ಥನೆ ಗೀತೆ ಹಾಡಿದರು. ಶಿಕ್ಷಕಿ ಸ್ವಾಗತಿಸಿದರು, ಕೊನೆಯಲ್ಲಿ ವಂದನಾರ್ಪಣೆ ಮಾಡಲಾಯಿತು. ಕಾರ್ಯಕ್ರಮದಲ್ಲಿ ಗ್ರಾಮಸ್ಥರು ಉಪಸ್ಥಿತರಿದ್ದರು. <box>778 103 920 214</box>
photo-buddha-event-stage <box>258 1102 558 1277</box>
